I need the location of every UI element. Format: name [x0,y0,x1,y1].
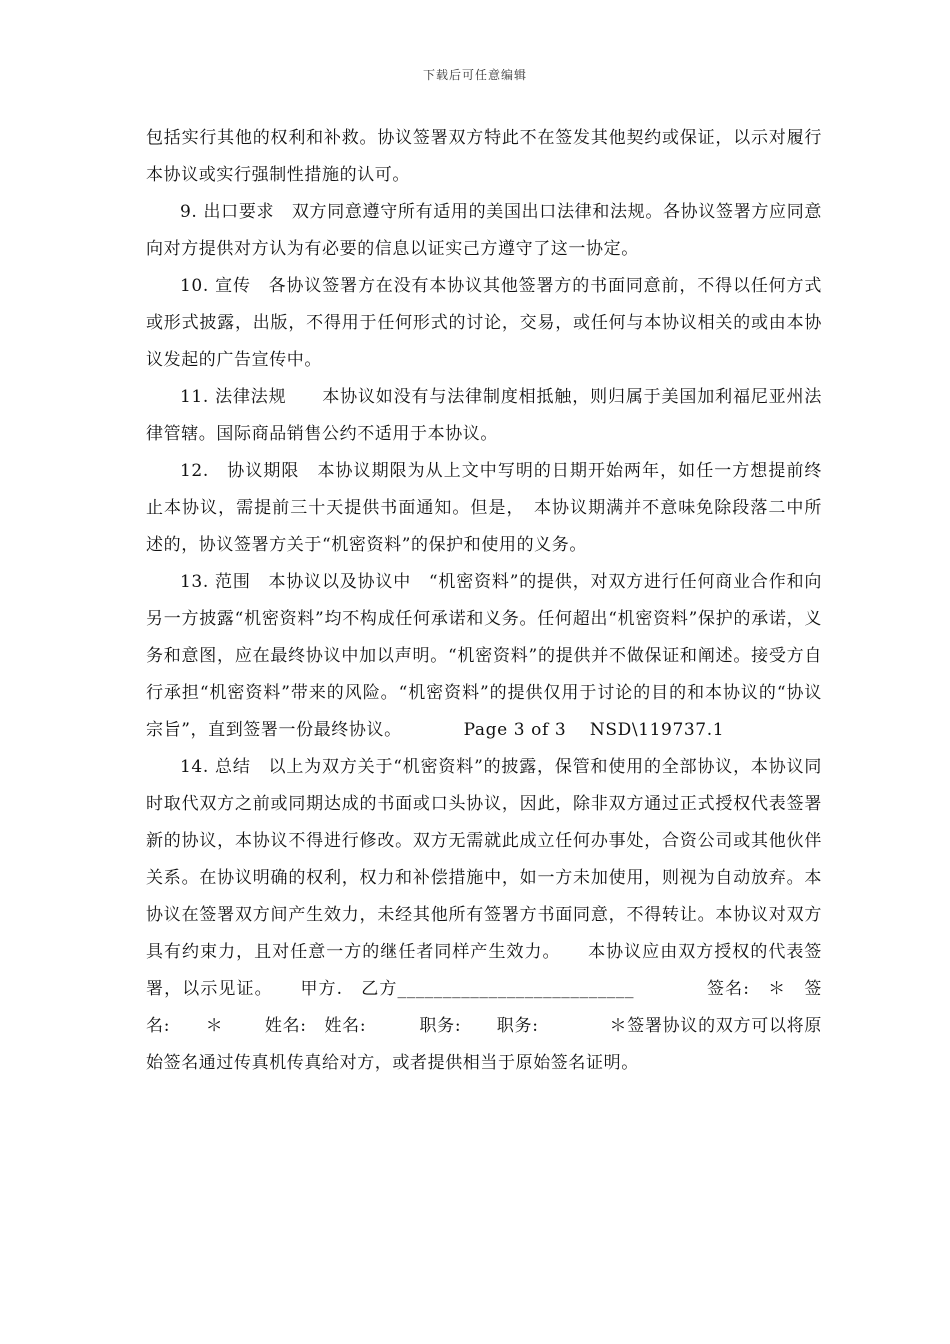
document-body [146,120,822,1082]
paragraph-12-term: 12. 协议期限 本协议期限为从上文中写明的日期开始两年，如任一方想提前终止本协议，需提前三十天提供书面通知。但是， 本协议期满并不意味免除段落二中所述的，协议签署方关于“机密资料”的保护和使用的义务。 [146,461,822,555]
paragraph-9-export-requirements: 9. 出口要求 双方同意遵守所有适用的美国出口法律和法规。各协议签署方应同意向对方提供对方认为有必要的信息以证实己方遵守了这一协定。 [146,202,822,259]
paragraph-continuation: 包括实行其他的权利和补救。协议签署双方特此不在签发其他契约或保证，以示对履行本协议或实行强制性措施的认可。 [146,128,822,185]
paragraph-10-publicity: 10. 宣传 各协议签署方在没有本协议其他签署方的书面同意前，不得以任何方式或形式披露，出版，不得用于任何形式的讨论，交易，或任何与本协议相关的或由本协议发起的广告宣传中。 [146,276,822,370]
paragraph-14-entire-agreement: 14. 总结 以上为双方关于“机密资料”的披露，保管和使用的全部协议，本协议同时取代双方之前或同期达成的书面或口头协议，因此，除非双方通过正式授权代表签署新的协议，本协议不得进行修改。双方无需就此成立任何办事处，合资公司或其他伙伴关系。在协议明确的权利，权力和补偿措施中，如一方未加使用，则视为自动放弃。本协议在签署双方间产生效力，未经其他所有签署方书面同意，不得转让。本协议对双方具有约束力，且对任意一方的继任者同样产生效力。 本协议应由双方授权的代表签署，以示见证。 甲方. 乙方__________________________ 签名: ＊ 签名: ＊ 姓名: 姓名: 职务: 职务: ＊签署协议的双方可以将原始签名通过传真机传真给对方，或者提供相当于原始签名证明。 [146,757,822,1073]
paragraph-13-scope: 13. 范围 本协议以及协议中 “机密资料”的提供，对双方进行任何商业合作和向另一方披露“机密资料”均不构成任何承诺和义务。任何超出“机密资料”保护的承诺，义务和意图，应在最终协议中加以声明。“机密资料”的提供并不做保证和阐述。接受方自行承担“机密资料”带来的风险。“机密资料”的提供仅用于讨论的目的和本协议的“协议宗旨”，直到签署一份最终协议。 Page 3 of 3 NSD\119737.1 [146,572,822,740]
header-note: 下载后可任意编辑 [422,68,527,82]
paragraph-11-governing-law: 11. 法律法规 本协议如没有与法律制度相抵触，则归属于美国加利福尼亚州法律管辖。国际商品销售公约不适用于本协议。 [146,387,822,444]
